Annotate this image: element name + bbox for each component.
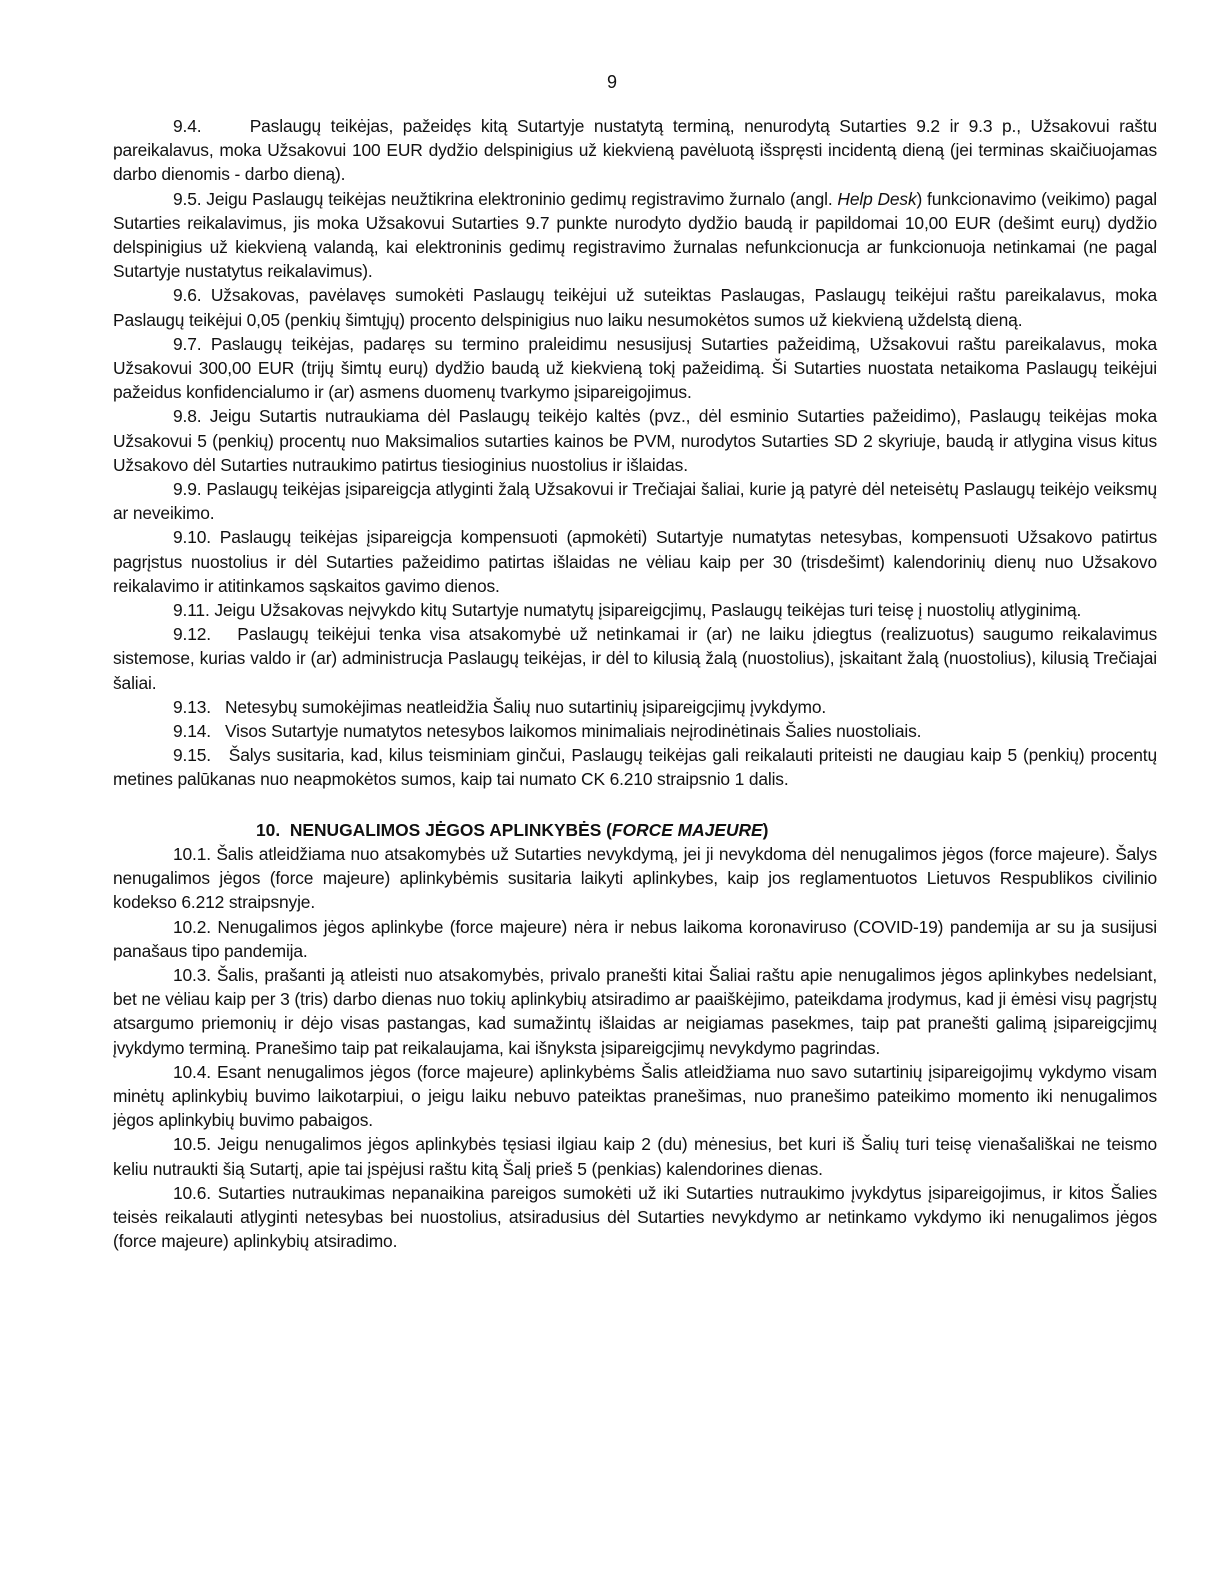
- heading-post: ): [762, 819, 769, 840]
- section-10-heading: [113, 818, 1157, 842]
- clause-9-12: 9.12. Paslaugų teikėjui tenka visa atsakomybė už netinkamai ir (ar) ne laiku įdiegtus (realizuotus) saugumo reikalavimus sistemose, kurias valdo ir (ar) administrucja Paslaugų teikėjas, ir dėl to kilusią žalą (nuostolius), įskaitant žalą (nuostolius), kilusią Trečiajai šaliai.: [113, 624, 1157, 693]
- clause-9-4: 9.4. Paslaugų teikėjas, pažeidęs kitą Sutartyje nustatytą terminą, nenurodytą Sutarties 9.2 ir 9.3 p., Užsakovui raštu pareikalavus, moka Užsakovui 100 EUR dydžio delspinigius už kiekvieną pavėluotą išspręsti incidentą dieną (jei terminas skaičiuojamas darbo dienomis - darbo dieną).: [113, 116, 1157, 185]
- clause-9-5-pre: 9.5. Jeigu Paslaugų teikėjas neužtikrina elektroninio gedimų registravimo žurnalo (angl.: [173, 188, 838, 209]
- clause-9-7: 9.7. Paslaugų teikėjas, padaręs su termino praleidimu nesusijusį Sutarties pažeidimą, Užsakovui raštu pareikalavus, moka Užsakovui 300,00 EUR (trijų šimtų eurų) dydžio baudą už kiekvieną tokį pažeidimą. Ši Sutarties nuostata netaikoma Paslaugų teikėjui pažeidus konfidencialumo ir (ar) asmens duomenų tvarkymo įsipareigojimus.: [113, 333, 1157, 403]
- clause-10-3: 10.3. Šalis, prašanti ją atleisti nuo atsakomybės, privalo pranešti kitai Šaliai raštu apie nenugalimos jėgos aplinkybes nedelsiant, bet ne vėliau kaip per 3 (tris) darbo dienas nuo tokių aplinkybių atsiradimo ar paaiškėjimo, pateikdama įrodymus, kad ji ėmėsi visų pagrįstų atsargumo priemonių ir dėjo visas pastangas, kad sumažintų išlaidas ar neigiamas pasekmes, taip pat pranešti galimą įsipareigcjimų įvykdymo terminą. Pranešimo taip pat reikalaujama, kai išnyksta įsipareigcjimų nevykdymo pagrindas.: [113, 964, 1157, 1058]
- clause-9-5: [113, 187, 1157, 284]
- clause-10-2: 10.2. Nenugalimos jėgos aplinkybe (force majeure) nėra ir nebus laikoma koronaviruso (COVID-19) pandemija ar su ja susijusi panašaus tipo pandemija.: [113, 916, 1157, 961]
- clause-10-1: 10.1. Šalis atleidžiama nuo atsakomybės už Sutarties nevykdymą, jei ji nevykdoma dėl nenugalimos jėgos (force majeure). Šalys nenugalimos jėgos (force majeure) aplinkybėmis susitaria laikyti aplinkybes, kaip jos reglamentuotos Lietuvos Respublikos civilinio kodekso 6.212 straipsnyje.: [113, 843, 1157, 913]
- clause-9-9: 9.9. Paslaugų teikėjas įsipareigcja atlyginti žalą Užsakovui ir Trečiajai šaliai, kurie ją patyrė dėl neteisėtų Paslaugų teikėjo veiksmų ar neveikimo.: [113, 479, 1157, 524]
- clause-9-5-italic: Help Desk: [837, 188, 917, 209]
- document-body: [113, 114, 1157, 1253]
- clause-10-4: 10.4. Esant nenugalimos jėgos (force majeure) aplinkybėms Šalis atleidžiama nuo savo sutartinių įsipareigojimų vykdymo visam minėtų aplinkybių buvimo laikotarpiui, o jeigu laiku nebuvo pateiktas pranešimas, nuo pranešimo pateikimo momento iki nenugalimos jėgos aplinkybių buvimo pabaigos.: [113, 1061, 1157, 1131]
- heading-pre: 10. NENUGALIMOS JĖGOS APLINKYBĖS (: [256, 819, 612, 840]
- clause-9-11: 9.11. Jeigu Užsakovas neįvykdo kitų Sutartyje numatytų įsipareigcjimų, Paslaugų teikėjas turi teisę į nuostolių atlyginimą.: [173, 600, 1082, 621]
- clause-9-10: 9.10. Paslaugų teikėjas įsipareigcja kompensuoti (apmokėti) Sutartyje numatytas netesybas, kompensuoti Užsakovo patirtus pagrįstus nuostolius ir dėl Sutarties pažeidimo patirtas išlaidas ne vėliau kaip per 30 (trisdešimt) kalendorinių dienų nuo Užsakovo reikalavimo ir atitinkamos sąskaitos gavimo dienos.: [113, 527, 1157, 596]
- page-number: 9: [606, 72, 617, 92]
- clause-9-5-post: ) funkcionavimo (veikimo) pagal Sutarties reikalavimus, jis moka Užsakovui Sutarties 9.7 punkte nurodyto dydžio baudą ir papildomai 10,00 EUR (dešimt eurų) dydžio delspinigius už kiekvieną valandą, kai elektroninis gedimų registravimo žurnalas nefunkcionucja ar funkcionuoja netinkamai (ne pagal Sutartyje nustatytus reikalavimus).: [113, 188, 1157, 282]
- clause-9-13: 9.13. Netesybų sumokėjimas neatleidžia Šalių nuo sutartinių įsipareigcjimų įvykdymo.: [173, 696, 827, 717]
- clause-9-8: 9.8. Jeigu Sutartis nutraukiama dėl Paslaugų teikėjo kaltės (pvz., dėl esminio Sutarties pažeidimo), Paslaugų teikėjas moka Užsakovui 5 (penkių) procentų nuo Maksimalios sutarties kainos be PVM, nurodytos Sutarties SD 2 skyriuje, baudą ir atlygina visus kitus Užsakovo dėl Sutarties nutraukimo patirtus tiesioginius nuostolius ir išlaidas.: [113, 406, 1157, 475]
- clause-10-6: 10.6. Sutarties nutraukimas nepanaikina pareigos sumokėti už iki Sutarties nutraukimo įvykdytus įsipareigojimus, ir kitos Šalies teisės reikalauti atlyginti netesybas bei nuostolius, atsiradusius dėl Sutarties nevykdymo ar netinkamo vykdymo iki nenugalimos jėgos (force majeure) aplinkybių atsiradimo.: [113, 1182, 1157, 1252]
- clause-10-5: 10.5. Jeigu nenugalimos jėgos aplinkybės tęsiasi ilgiau kaip 2 (du) mėnesius, bet kuri iš Šalių turi teisę vienašališkai ne teismo keliu nutraukti šią Sutartį, apie tai įspėjusi raštu kitą Šalį prieš 5 (penkias) kalendorines dienas.: [113, 1134, 1157, 1179]
- clause-9-15: 9.15. Šalys susitaria, kad, kilus teisminiam ginčui, Paslaugų teikėjas gali reikalauti priteisti ne daugiau kaip 5 (penkių) procentų metines palūkanas nuo neapmokėtos sumos, kaip tai numato CK 6.210 straipsnio 1 dalis.: [113, 745, 1157, 790]
- clause-9-6: 9.6. Užsakovas, pavėlavęs sumokėti Paslaugų teikėjui už suteiktas Paslaugas, Paslaugų teikėjui raštu pareikalavus, moka Paslaugų teikėjui 0,05 (penkių šimtųjų) procento delspinigius nuo laiku nesumokėtos sumos už kiekvieną uždelstą dieną.: [113, 285, 1157, 330]
- clause-9-14: 9.14. Visos Sutartyje numatytos netesybos laikomos minimaliais neįrodinėtinais Šalies nuostoliais.: [173, 721, 922, 742]
- heading-italic: FORCE MAJEURE: [611, 819, 763, 840]
